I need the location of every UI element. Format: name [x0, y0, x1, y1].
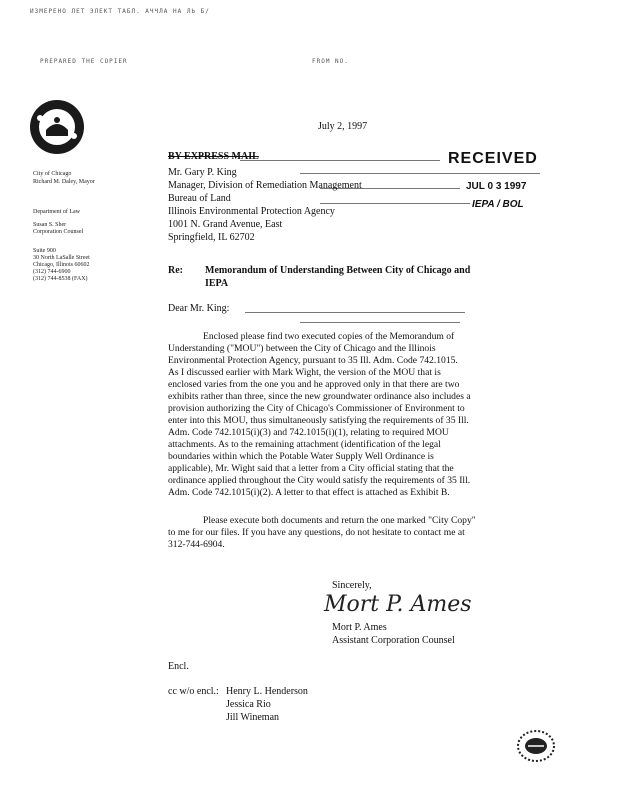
- closing: Sincerely,: [332, 580, 372, 591]
- sidebar-counsel-name: Susan S. Sher: [33, 222, 67, 228]
- city-seal-icon: [28, 98, 86, 156]
- sidebar-address-3: Chicago, Illinois 60602: [33, 262, 90, 268]
- paragraph-2-line: 312-744-6904.: [168, 539, 225, 550]
- paragraph-1-line: enclosed varies from the one you and he approved only in that there are two: [168, 379, 460, 390]
- sidebar-fax: (312) 744-8538 (FAX): [33, 276, 88, 282]
- addressee-agency: Illinois Environmental Protection Agency: [168, 206, 335, 217]
- addressee-street: 1001 N. Grand Avenue, East: [168, 219, 283, 230]
- received-stamp: RECEIVED: [448, 150, 538, 167]
- sidebar-department: Department of Law: [33, 209, 80, 215]
- fax-from-number: FROM NO.: [312, 58, 349, 65]
- paragraph-1-line: boundaries within which the Potable Water Supply Well Ordinance is: [168, 451, 434, 462]
- paragraph-1-line: Adm. Code 742.1015(i)(3) and 742.1015(i)(1), relating to required MOU: [168, 427, 449, 438]
- signer-title: Assistant Corporation Counsel: [332, 635, 455, 646]
- fax-noise-line: [300, 173, 540, 174]
- sidebar-mayor: Richard M. Daley, Mayor: [33, 179, 95, 185]
- addressee-name: Mr. Gary P. King: [168, 167, 237, 178]
- paragraph-1-line: As I discussed earlier with Mark Wight, the version of the MOU that is: [168, 367, 441, 378]
- paragraph-1-line: enter into this MOU, thus simultaneously satisfying the requirements of 35 Ill.: [168, 415, 469, 426]
- re-label: Re:: [168, 265, 183, 276]
- fax-transmission-header: ИЗМЕРЕНО ЛЕТ ЭЛЕКТ ТАБЛ. АЧЧЛА НА ЛЬ Б/: [30, 8, 210, 15]
- cc-name: Henry L. Henderson: [226, 686, 308, 697]
- paragraph-1-line: Enclosed please find two executed copies of the Memorandum of: [203, 331, 455, 342]
- addressee-title: Manager, Division of Remediation Management: [168, 180, 362, 191]
- fax-noise-line: [240, 160, 440, 161]
- fax-noise-line: [300, 322, 460, 323]
- letter-date: July 2, 1997: [318, 121, 368, 132]
- cc-name: Jill Wineman: [226, 712, 280, 723]
- addressee-city: Springfield, IL 62702: [168, 232, 255, 243]
- salutation: Dear Mr. King:: [168, 303, 230, 314]
- paragraph-1-line: applicable), Mr. Wight said that a letter from a City official stating that the: [168, 463, 454, 474]
- sidebar-city: City of Chicago: [33, 171, 72, 177]
- received-stamp-office: IEPA / BOL: [472, 199, 524, 210]
- paragraph-1-line: ordinance applied throughout the City would satisfy the requirements of 35 Ill.: [168, 475, 471, 486]
- re-subject-line-1: Memorandum of Understanding Between City of Chicago and: [205, 265, 471, 276]
- fax-noise-line: [245, 312, 465, 313]
- signer-name: Mort P. Ames: [332, 622, 387, 633]
- sidebar-address-2: 30 North LaSalle Street: [33, 255, 90, 261]
- paragraph-1-line: provision authorizing the City of Chicago's Commissioner of Environment to: [168, 403, 465, 414]
- handwritten-signature: Mort P. Ames: [324, 592, 472, 617]
- fax-noise-line: [320, 203, 470, 204]
- paragraph-1-line: attachments. As to the remaining attachment (identification of the legal: [168, 439, 441, 450]
- sidebar-phone: (312) 744-6900: [33, 269, 71, 275]
- enclosure-note: Encl.: [168, 661, 189, 672]
- fax-copier-line: PREPARED THE COPIER: [40, 58, 128, 65]
- paragraph-2-line: Please execute both documents and return the one marked "City Copy": [203, 515, 476, 526]
- paragraph-1-line: Environmental Protection Agency, pursuant to 35 Ill. Adm. Code 742.1015.: [168, 355, 458, 366]
- received-stamp-date: JUL 0 3 1997: [466, 181, 527, 192]
- sidebar-counsel-title: Corporation Counsel: [33, 229, 84, 235]
- delivery-method: BY EXPRESS MAIL: [168, 151, 259, 162]
- paragraph-1-line: Adm. Code 742.1015(i)(2). A letter to that effect is attached as Exhibit B.: [168, 487, 450, 498]
- sidebar-address-1: Suite 900: [33, 248, 56, 254]
- re-subject-line-2: IEPA: [205, 278, 229, 289]
- addressee-bureau: Bureau of Land: [168, 193, 231, 204]
- paragraph-2-line: to me for our files. If you have any questions, do not hesitate to contact me at: [168, 527, 465, 538]
- paragraph-1-line: Understanding ("MOU") between the City of Chicago and the Illinois: [168, 343, 436, 354]
- recycled-seal-icon: [516, 728, 556, 764]
- cc-name: Jessica Rio: [226, 699, 271, 710]
- cc-label: cc w/o encl.:: [168, 686, 219, 697]
- paragraph-1-line: exhibits rather than three, since the new groundwater ordinance also includes a: [168, 391, 471, 402]
